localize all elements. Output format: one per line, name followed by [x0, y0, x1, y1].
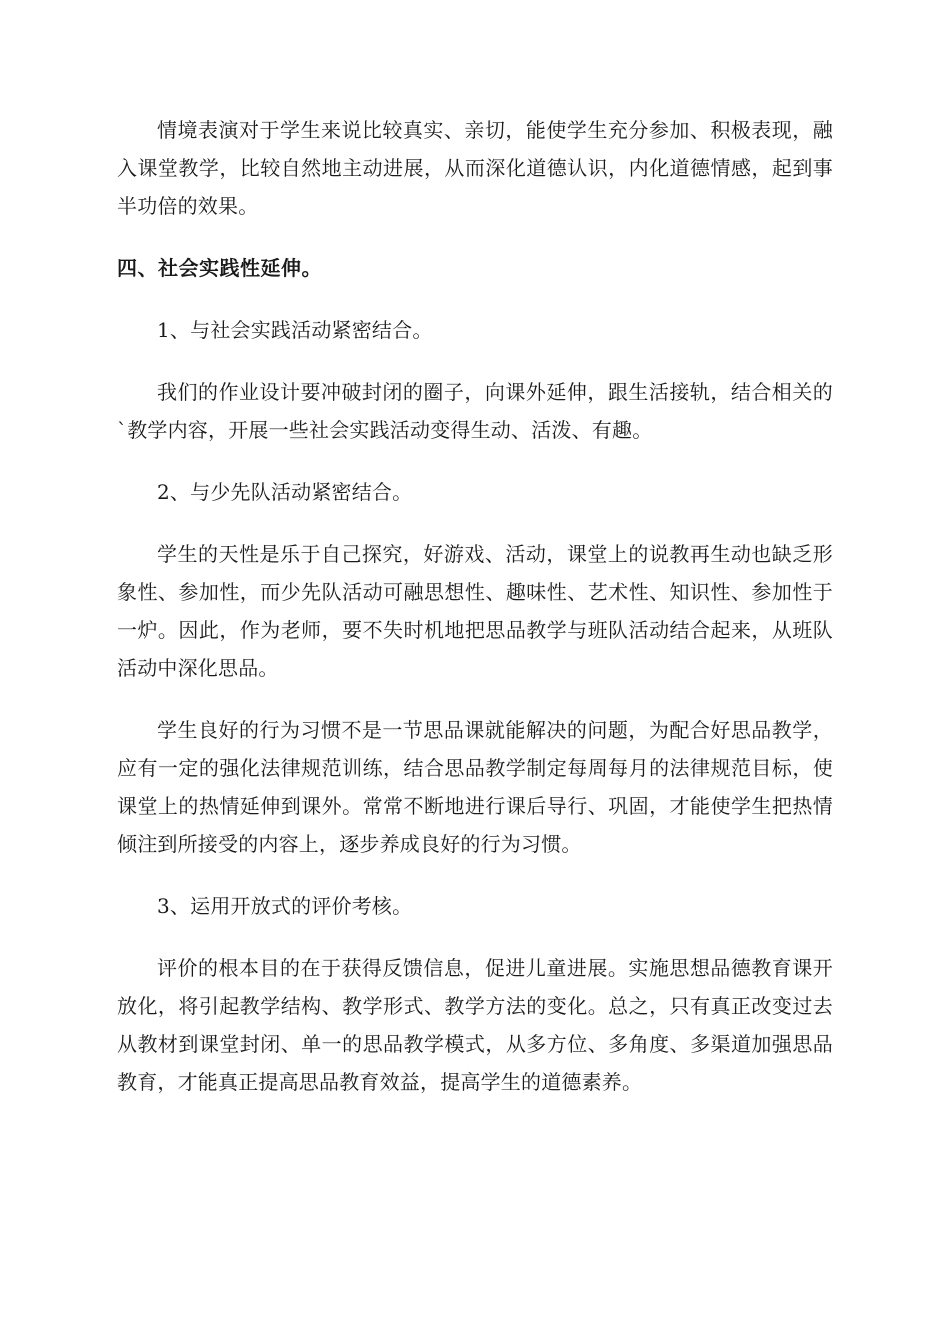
paragraph-behavior-habits: 学生良好的行为习惯不是一节思品课就能解决的问题，为配合好思品教学，应有一定的强化法律规范训练，结合思品教学制定每周每月的法律规范目标，使课堂上的热情延伸到课外。常常不断地进行课后导行、巩固，才能使学生把热情倾注到所接受的内容上，逐步养成良好的行为习惯。 — [117, 718, 833, 856]
paragraph-student-nature: 学生的天性是乐于自己探究，好游戏、活动，课堂上的说教再生动也缺乏形象性、参加性，而少先队活动可融思想性、趣味性、艺术性、知识性、参加性于一炉。因此，作为老师，要不失时机地把思品教学与班队活动结合起来，从班队活动中深化思品。 — [117, 542, 833, 680]
paragraph-situational-performance: 情境表演对于学生来说比较真实、亲切，能使学生充分参加、积极表现，融入课堂教学，比较自然地主动进展，从而深化道德认识，内化道德情感，起到事半功倍的效果。 — [117, 118, 833, 218]
subheading-young-pioneers: 2、与少先队活动紧密结合。 — [157, 480, 413, 504]
paragraph-evaluation-purpose: 评价的根本目的在于获得反馈信息，促进儿童进展。实施思想品德教育课开放化，将引起教学结构、教学形式、教学方法的变化。总之，只有真正改变过去从教材到课堂封闭、单一的思品教学模式，从多方位、多角度、多渠道加强思品教育，才能真正提高思品教育效益，提高学生的道德素养。 — [117, 956, 833, 1094]
subheading-social-practice-activities: 1、与社会实践活动紧密结合。 — [157, 318, 433, 342]
subheading-open-evaluation: 3、运用开放式的评价考核。 — [157, 894, 413, 918]
document-body — [117, 111, 833, 1125]
paragraph-homework-design: 我们的作业设计要冲破封闭的圈子，向课外延伸，跟生活接轨，结合相关的`教学内容，开展一些社会实践活动变得生动、活泼、有趣。 — [117, 380, 833, 442]
section-heading-social-practice: 四、社会实践性延伸。 — [117, 256, 322, 280]
